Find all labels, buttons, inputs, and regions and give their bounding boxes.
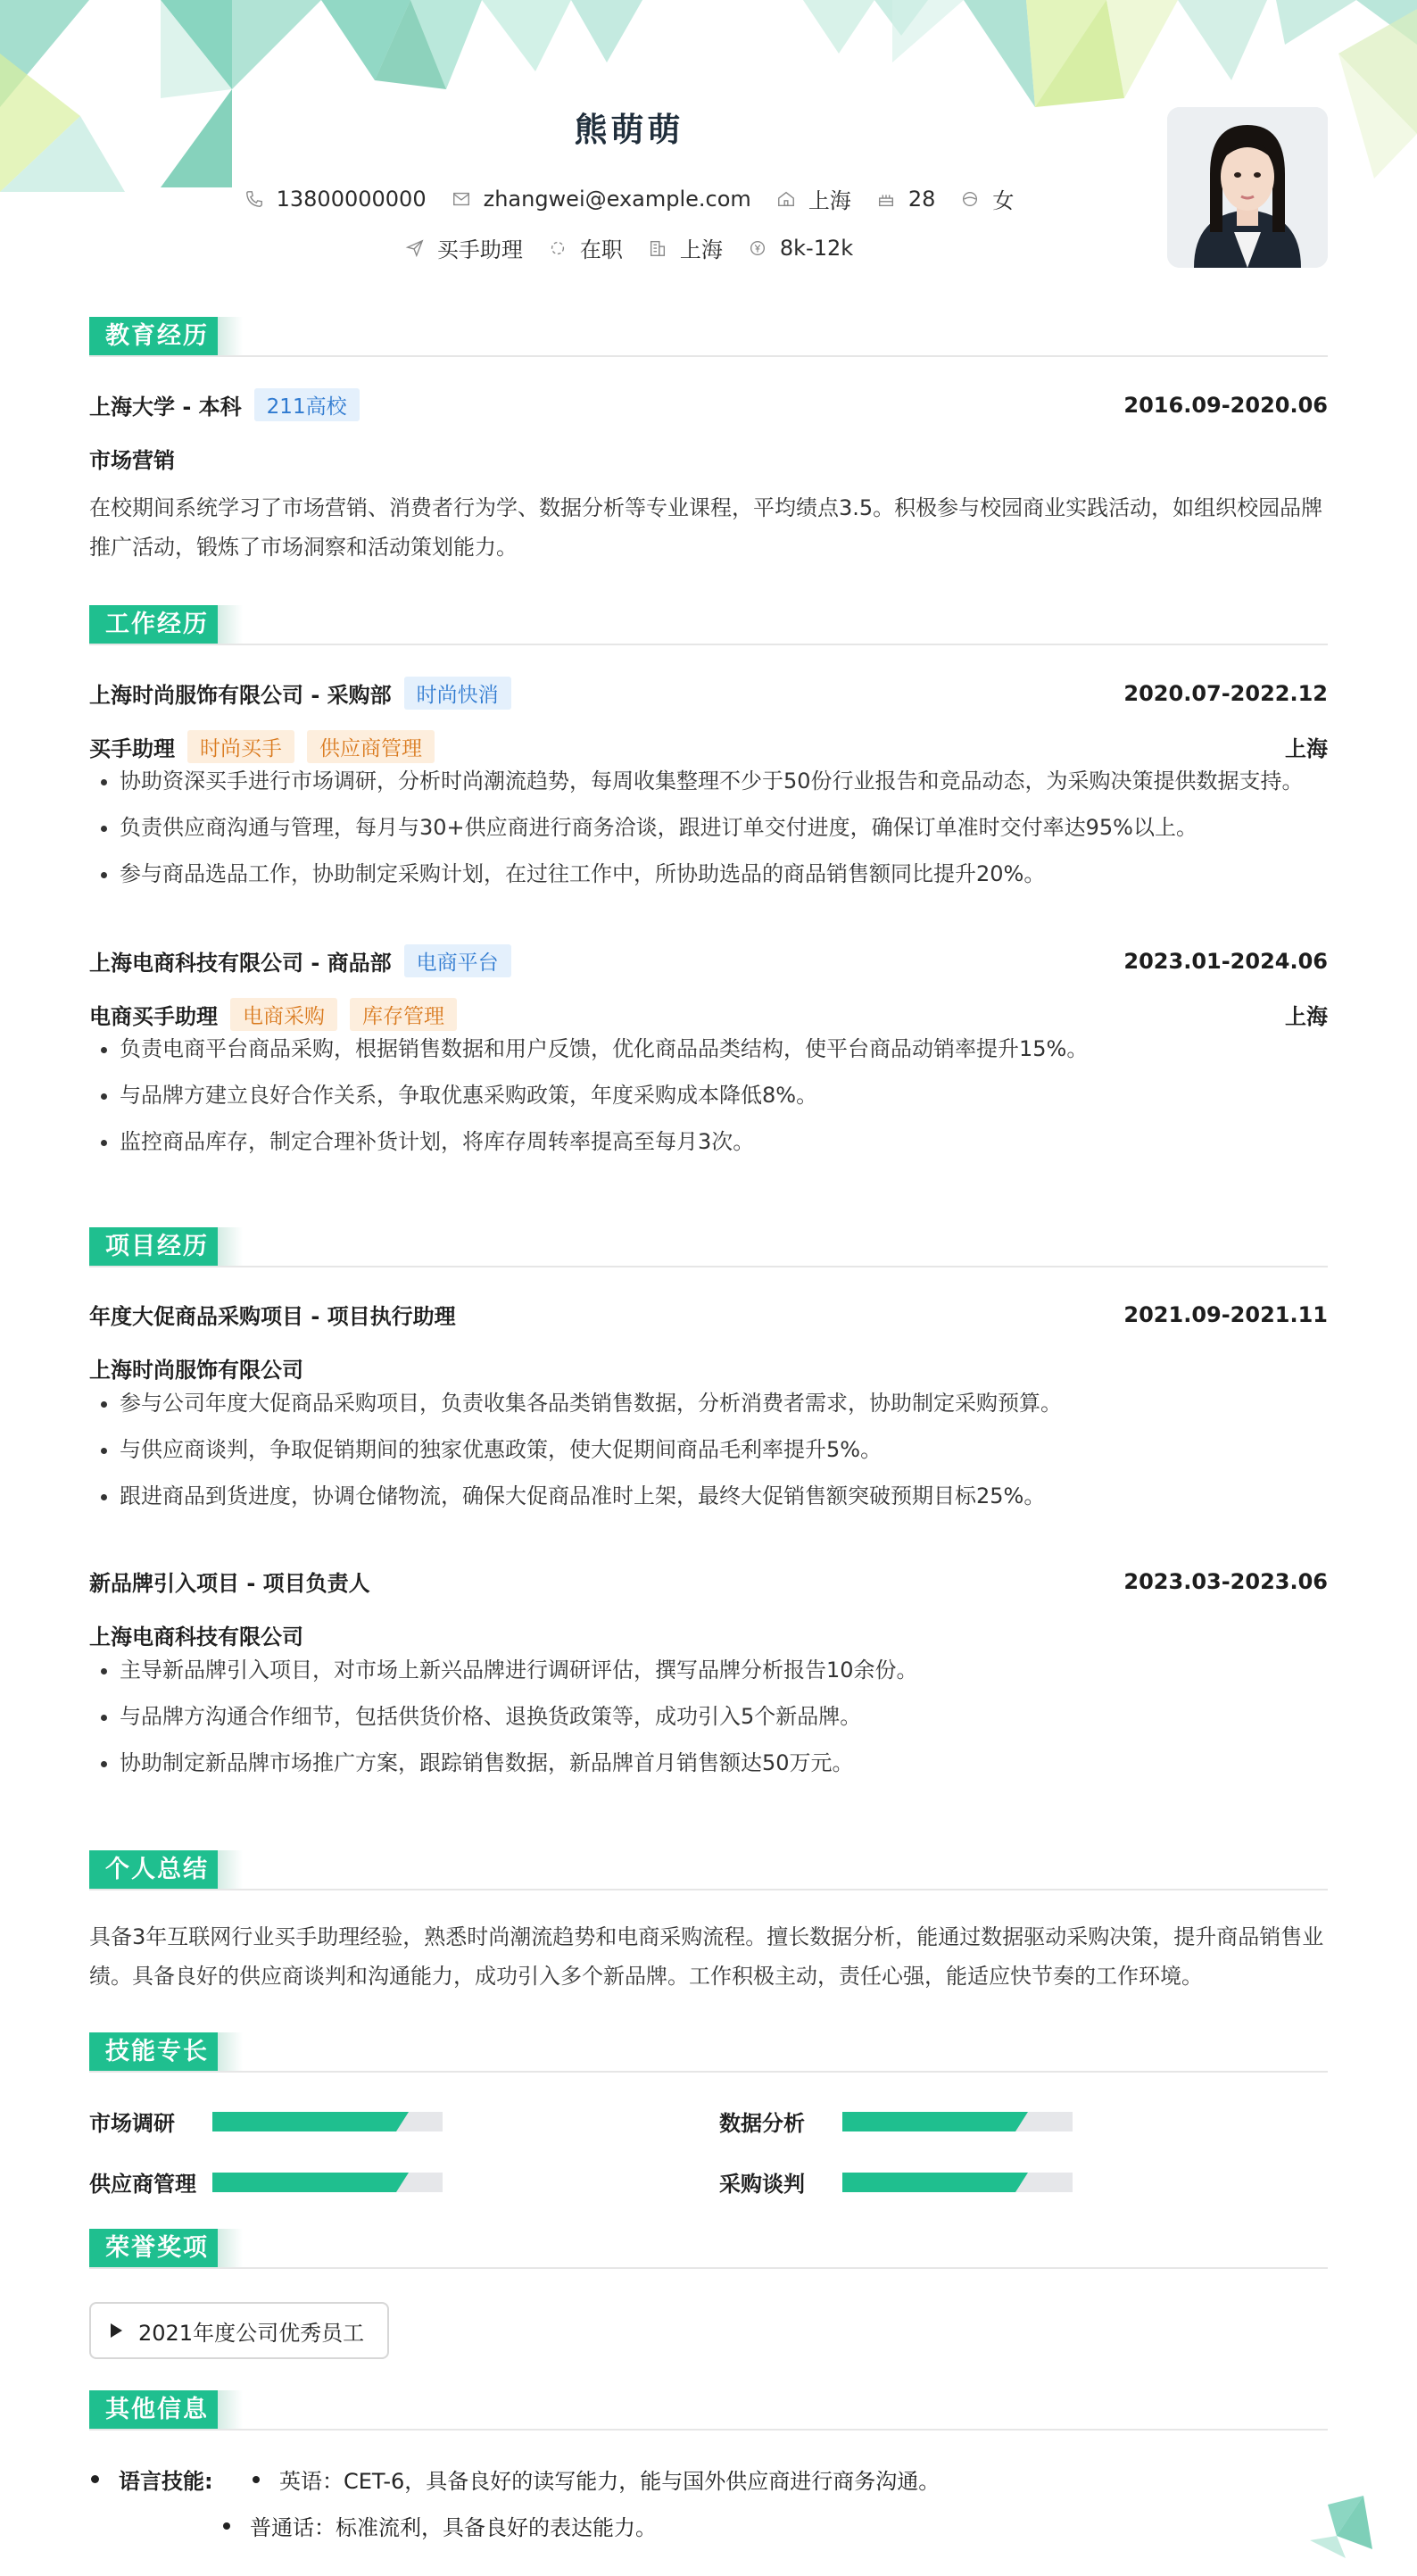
salary-text: 8k-12k — [779, 235, 854, 261]
school-tag: 211高校 — [254, 388, 360, 421]
projects-title: 项目经历 — [89, 1227, 225, 1267]
bullet-dot — [223, 2522, 230, 2530]
award-text: 2021年度公司优秀员工 — [138, 2320, 365, 2346]
phone-item — [244, 187, 427, 212]
job-location: 上海 — [1285, 736, 1328, 761]
skill-bar-fill — [842, 2173, 1015, 2192]
school-name: 上海大学 - 本科 — [89, 395, 242, 420]
skill-bar-fill — [212, 2112, 396, 2131]
list-item: • 协助制定新品牌市场推广方案，跟踪销售数据，新品牌首月销售额达50万元。 — [120, 1740, 1328, 1786]
skill-item — [89, 2106, 443, 2137]
position-item — [405, 232, 523, 263]
language-line: 英语：CET-6，具备良好的读写能力，能与国外供应商进行商务沟通。 — [279, 2469, 941, 2494]
job-location: 上海 — [1285, 1004, 1328, 1029]
education-date: 2016.09-2020.06 — [1123, 392, 1328, 418]
list-item: • 监控商品库存，制定合理补货计划，将库存周转率提高至每月3次。 — [120, 1118, 1328, 1165]
skill-bar-fill — [842, 2112, 1015, 2131]
list-item: • 参与公司年度大促商品采购项目，负责收集各品类销售数据，分析消费者需求，协助制定采购预算。 — [120, 1380, 1328, 1426]
gender-text: 女 — [992, 188, 1015, 213]
city-item — [776, 183, 851, 214]
job-role: 电商买手助理 — [89, 1004, 218, 1029]
list-item: • 主导新品牌引入项目，对市场上新兴品牌进行调研评估，撰写品牌分析报告10余份。 — [120, 1647, 1328, 1693]
job-skill-tag: 库存管理 — [350, 998, 457, 1031]
work-title: 工作经历 — [89, 605, 225, 644]
job-company: 上海电商科技有限公司 - 商品部 — [89, 951, 392, 976]
gender-item — [960, 183, 1014, 214]
building-icon — [648, 238, 667, 258]
status-icon — [548, 238, 568, 258]
other-title: 其他信息 — [89, 2390, 225, 2430]
project-bullets — [89, 1647, 1328, 1786]
email-item — [452, 187, 751, 212]
skill-item — [719, 2166, 1073, 2198]
list-item: • 参与商品选品工作，协助制定采购计划，在过往工作中，所协助选品的商品销售额同比提升20%。 — [120, 851, 1328, 897]
skill-bar-fill — [212, 2173, 396, 2192]
projects-section — [89, 1227, 1328, 1775]
job-industry-tag: 时尚快消 — [404, 677, 511, 710]
job-role: 买手助理 — [89, 736, 175, 761]
skill-name: 供应商管理 — [89, 2172, 196, 2197]
skill-name: 市场调研 — [89, 2111, 175, 2136]
target-city-text: 上海 — [679, 237, 723, 262]
education-section — [89, 317, 1328, 560]
skill-bar — [842, 2112, 1073, 2131]
language-info — [89, 2464, 1328, 2553]
job-skill-tag: 时尚买手 — [187, 730, 294, 763]
job-skill-tag: 供应商管理 — [307, 730, 435, 763]
bullet-dot — [91, 2475, 99, 2483]
contact-row — [0, 183, 1258, 214]
skill-bar — [842, 2173, 1073, 2192]
list-item: • 负责电商平台商品采购，根据销售数据和用户反馈，优化商品品类结构，使平台商品动销率提升15%。 — [120, 1026, 1328, 1072]
money-icon — [748, 238, 767, 258]
phone-text: 13800000000 — [276, 186, 427, 212]
project-name: 年度大促商品采购项目 - 项目执行助理 — [89, 1304, 456, 1329]
job-company: 上海时尚服饰有限公司 - 采购部 — [89, 683, 392, 708]
skills-title: 技能专长 — [89, 2032, 225, 2072]
cake-icon — [876, 189, 896, 209]
summary-text: 具备3年互联网行业买手助理经验，熟悉时尚潮流趋势和电商采购流程。擅长数据分析，能通过数据驱动采购决策，提升商品销售业绩。具备良好的供应商谈判和沟通能力，成功引入多个新品牌。工作积极主动，责任心强，能适应快节奏的工作环境。 — [89, 1924, 1324, 1989]
work-section — [89, 605, 1328, 1154]
job-skill-tag: 电商采购 — [230, 998, 337, 1031]
phone-icon — [244, 189, 264, 209]
candidate-name: 熊萌萌 — [574, 111, 684, 149]
project-name: 新品牌引入项目 - 项目负责人 — [89, 1571, 370, 1596]
salary-item — [748, 236, 853, 261]
list-item: • 与品牌方建立良好合作关系，争取优惠采购政策，年度采购成本降低8%。 — [120, 1072, 1328, 1118]
avatar-icon — [1167, 107, 1328, 268]
play-icon — [111, 2323, 122, 2338]
skill-bar — [212, 2112, 443, 2131]
home-icon — [776, 189, 796, 209]
bullet-dot — [253, 2476, 260, 2483]
project-date: 2021.09-2021.11 — [1123, 1301, 1328, 1327]
skill-bar — [212, 2173, 443, 2192]
gender-icon — [960, 189, 980, 209]
project-bullets — [89, 1380, 1328, 1519]
project-company: 上海电商科技有限公司 — [89, 1625, 303, 1649]
project-company: 上海时尚服饰有限公司 — [89, 1358, 303, 1383]
other-section — [89, 2390, 1328, 2540]
summary-title: 个人总结 — [89, 1850, 225, 1890]
skill-item — [89, 2166, 443, 2198]
skill-name: 采购谈判 — [719, 2172, 805, 2197]
job-bullets — [89, 758, 1328, 897]
email-icon — [452, 189, 471, 209]
language-line: 普通话：标准流利，具备良好的表达能力。 — [250, 2515, 657, 2540]
job-industry-tag: 电商平台 — [404, 944, 511, 977]
send-icon — [405, 238, 425, 258]
list-item: • 与供应商谈判，争取促销期间的独家优惠政策，使大促期间商品毛利率提升5%。 — [120, 1426, 1328, 1473]
job-bullets — [89, 1026, 1328, 1165]
awards-section — [89, 2229, 1328, 2346]
project-date: 2023.03-2023.06 — [1123, 1568, 1328, 1594]
list-item: • 与品牌方沟通合作细节，包括供货价格、退换货政策等，成功引入5个新品牌。 — [120, 1693, 1328, 1740]
awards-title: 荣誉奖项 — [89, 2229, 225, 2268]
profile-photo — [1167, 107, 1328, 268]
list-item: • 跟进商品到货进度，协调仓储物流，确保大促商品准时上架，最终大促销售额突破预期目标25%。 — [120, 1473, 1328, 1519]
age-item — [876, 187, 936, 212]
language-label: 语言技能: — [119, 2469, 213, 2494]
city-text: 上海 — [808, 188, 851, 213]
major: 市场营销 — [89, 448, 175, 473]
target-city-item — [648, 232, 723, 263]
position-text: 买手助理 — [436, 237, 523, 262]
list-item: • 协助资深买手进行市场调研，分析时尚潮流趋势，每周收集整理不少于50份行业报告和竞品动态，为采购决策提供数据支持。 — [120, 758, 1328, 804]
summary-section — [89, 1850, 1328, 1989]
job-date: 2023.01-2024.06 — [1123, 948, 1328, 974]
status-text: 在职 — [579, 237, 623, 262]
award-item[interactable] — [89, 2302, 389, 2359]
skill-item — [719, 2106, 1073, 2137]
job-date: 2020.07-2022.12 — [1123, 680, 1328, 706]
status-item — [548, 232, 623, 263]
job-intent-row — [0, 232, 1258, 263]
skills-section — [89, 2032, 1328, 2197]
skill-name: 数据分析 — [719, 2111, 805, 2136]
education-desc: 在校期间系统学习了市场营销、消费者行为学、数据分析等专业课程，平均绩点3.5。积极参与校园商业实践活动，如组织校园品牌推广活动，锻炼了市场洞察和活动策划能力。 — [89, 495, 1323, 560]
email-text: zhangwei@example.com — [483, 186, 751, 212]
age-text: 28 — [907, 186, 936, 212]
list-item: • 负责供应商沟通与管理，每月与30+供应商进行商务洽谈，跟进订单交付进度，确保订单准时交付率达95%以上。 — [120, 804, 1328, 851]
education-title: 教育经历 — [89, 317, 225, 356]
